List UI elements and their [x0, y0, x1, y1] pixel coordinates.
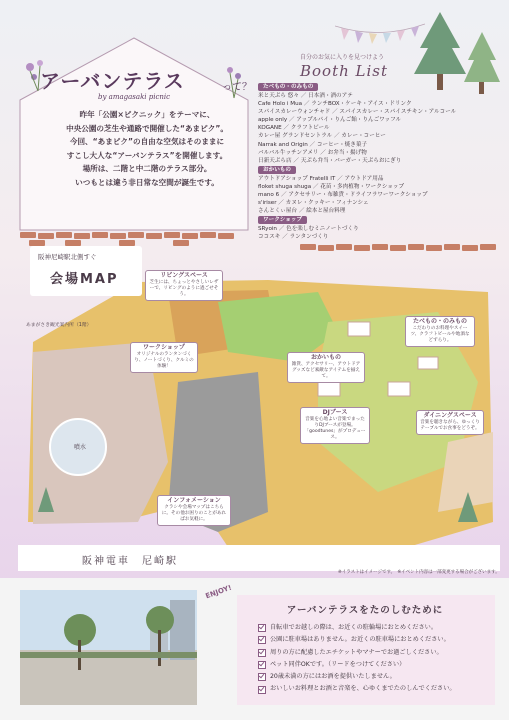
callout-text: オリジナルのランタンづくり、ノートづくり、クルミの体験！ [134, 352, 194, 369]
station-name: 阪神電車 尼崎駅 [82, 556, 178, 567]
callout-title: ダイニングスペース [423, 412, 477, 419]
brick-row-right [300, 244, 500, 258]
callout-information [157, 495, 231, 526]
callout-title: リビングスペース [160, 272, 208, 279]
checkbox-icon [258, 661, 266, 669]
checkbox-icon [258, 649, 266, 657]
info-counter-label: あまがさき観光案内所（1階） [26, 323, 92, 328]
callout-dining [416, 410, 484, 435]
intro-text [47, 108, 247, 189]
booth-item: バルバル牛ッチンアメリ ／ お弁当・揚げ物 [258, 149, 367, 156]
booth-category: ワークショップ [258, 216, 307, 224]
disclaimer-note: ※イラストはイメージです。 ※イベント内容は一部変更する場合がございます。 [338, 570, 500, 575]
rule-item [258, 622, 490, 634]
booth-item: Narrak and Origin ／ コーヒー・焼き菓子 [258, 141, 368, 148]
callout-title: たべもの・のみもの [412, 318, 467, 325]
booth-item: SRyoin ／ 色を楽しむミニノートづくり [258, 226, 359, 233]
booth-list [258, 82, 476, 242]
callout-title: おかいもの [310, 354, 341, 361]
rule-text: ペット同伴OKです。（リードをつけてください） [270, 660, 406, 668]
venue-photo [20, 590, 197, 705]
brick-row [20, 232, 250, 246]
location-caption: 阪神尼崎駅北側すぐ [38, 253, 97, 261]
booth-item: カレー屋 グランドセントラル ／ カレー・コーヒー [258, 133, 386, 140]
venue-map [18, 262, 500, 547]
rules-list [258, 622, 490, 696]
callout-title: ワークショップ [143, 344, 185, 351]
callout-text: 雑貨、アクセサリー、アウトドアグッズなど素敵なアイテムを揃えて。 [291, 362, 361, 379]
callout-text: こだわりのお料理やスイーツ、クラフトビールや地酒などずらり。 [410, 326, 470, 343]
booth-item: mano 6 ／ アクセサリー・布雑貨・ドライフラワーワークショップ [258, 192, 428, 199]
rule-item [258, 671, 490, 683]
callout-food [405, 316, 475, 347]
rule-item [258, 683, 490, 695]
booth-item: floket shuga shuga ／ 花苗・多肉植物・ワークショップ [258, 183, 405, 190]
rule-text: 自転車でお越しの際は、お近くの駐輪場におとめください。 [270, 624, 438, 631]
checkbox-icon [258, 673, 266, 681]
booth-title: Booth List [300, 62, 389, 80]
booth-item: スパイスカレーウォンチャド ／ スパイスカレー・スパイスチキン・アルコール [258, 109, 457, 116]
intro-line: いつもとは違う非日常な空間が誕生です。 [75, 177, 219, 187]
booth-item: さんとくぃ屋台 ／ 絵本と屋台料理 [258, 208, 346, 215]
booth-item: アウトドアショップ Fratelli IT ／ アウトドア用品 [258, 175, 384, 182]
rule-text: 20歳未満の方にはお酒を提供いたしません。 [270, 673, 396, 681]
booth-item: 米と天ぷら 悠々 ／ 日本酒・酒のアテ [258, 93, 353, 99]
booth-item: Cafe Holo i Mua ／ ランチBOX・ケーキ・アイス・ドリンク [258, 101, 412, 108]
callout-workshop [130, 342, 198, 373]
enjoy-label: ENJOY! [204, 583, 233, 601]
intro-line: 昨年「公園×ピクニック」をテーマに、 [79, 110, 215, 119]
callout-text: クラシや会場マップはこちらに。その他お困りのことがあればお気軽に。 [161, 505, 227, 522]
booth-item: s'iriser ／ カヌレ・クッキー・フィナンシェ [258, 200, 369, 207]
rule-text: 公園に駐車場はありません。お近くの駐車場におとめください。 [270, 636, 450, 644]
callout-shopping [287, 352, 365, 383]
checkbox-icon [258, 624, 266, 632]
checkbox-icon [258, 686, 266, 694]
callout-dj [300, 407, 370, 444]
callout-text: 音楽を心地よい音楽でまったりDJブースが登場。「goodtunes」がプロデュース。 [304, 417, 366, 440]
page-title: アーバンテラス [40, 69, 185, 93]
intro-line: すこし大人な“アーバンテラス”を開催します。 [66, 150, 228, 160]
intro-line: 場所は、二階と中二階のテラス部分。 [82, 164, 212, 173]
booth-category: おかいもの [258, 166, 296, 174]
page-subtitle: by amagasaki picnic [98, 93, 171, 101]
title-suffix: って？ [222, 82, 252, 93]
rule-item [258, 634, 490, 646]
checkbox-icon [258, 636, 266, 644]
rules-title: アーバンテラスをたのしむために [286, 605, 444, 616]
map-heading: 会場MAP [50, 272, 119, 287]
rule-text: 周りの方に配慮したエチケットやマナーでお過ごしください。 [270, 648, 443, 656]
rule-item [258, 659, 490, 671]
booth-item: 日新天ぷら店 ／ 天ぷら弁当・バーガー・天ぷらおにぎり [258, 157, 402, 164]
callout-text: 音楽を聴きながら、ゆっくりテーブルでお食事をどうぞ。 [420, 420, 480, 431]
booth-subtitle: 自分のお気に入りを見つけよう [300, 54, 385, 61]
booth-item: ココスキ ／ ランタンづくり [258, 234, 329, 241]
intro-line: 中央公園の芝生や通路で開催した“あまピク”。 [66, 123, 228, 133]
callout-text: 芝生には、ちょっとやさしいレザーで、リビングのように過ごせそう。 [149, 280, 219, 297]
rule-item [258, 647, 490, 659]
booth-category: たべもの・のみもの [258, 83, 318, 91]
fountain-label: 噴水 [74, 444, 87, 451]
booth-item: apple only ／ アップルパイ・りんご飴・りんごワッフル [258, 117, 402, 124]
callout-living [145, 270, 223, 301]
booth-item: KOGANE ／ クラフトビール [258, 125, 330, 132]
callout-title: インフォメーション [167, 497, 221, 504]
rule-text: おいしいお料理とお酒と音楽を、心ゆくまでたのしんでください。 [270, 685, 456, 693]
callout-title: DJブース [322, 409, 348, 416]
intro-line: 今回、“あまピク”の自由な空気はそのままに [69, 137, 225, 146]
